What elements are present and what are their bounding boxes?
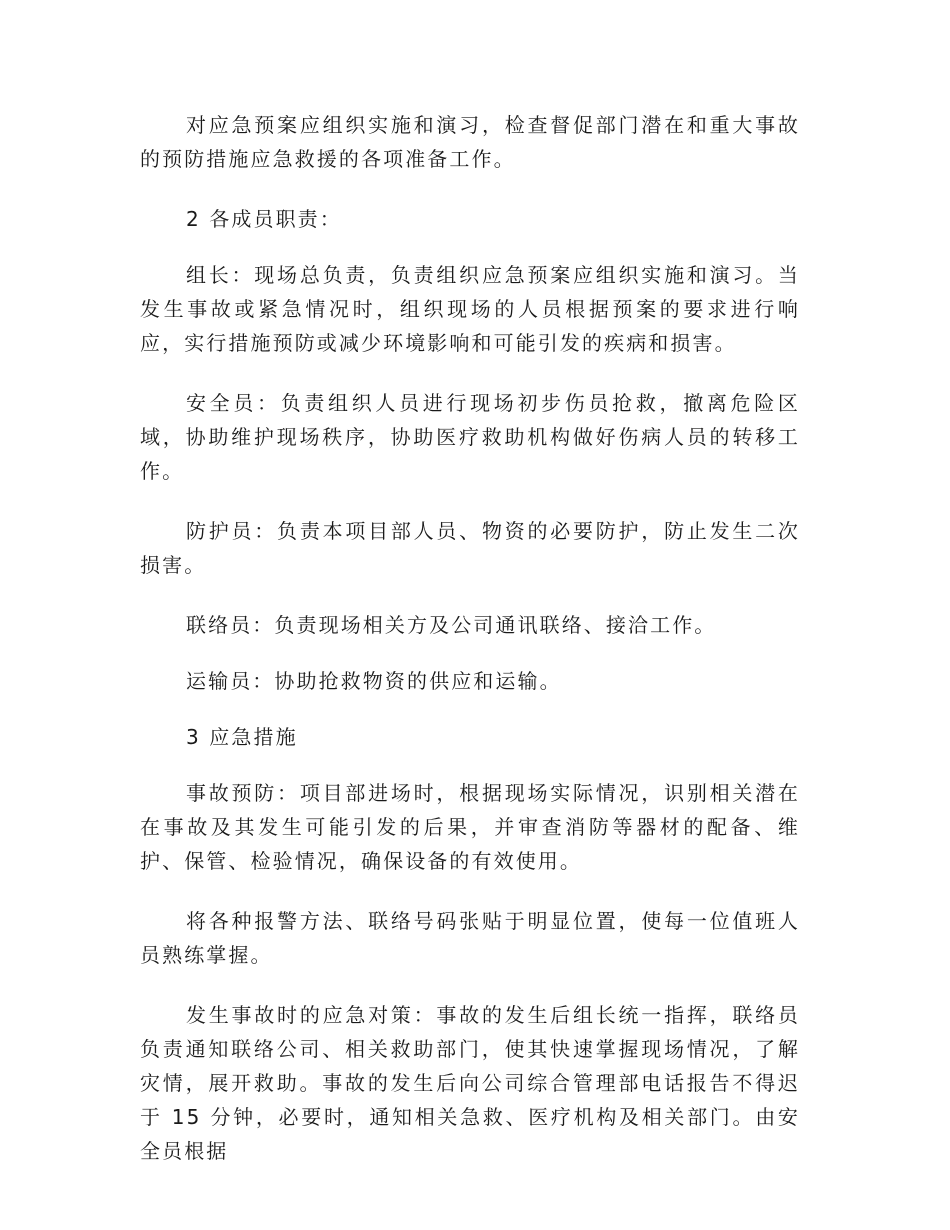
paragraph-liaison-officer: 联络员：负责现场相关方及公司通讯联络、接洽工作。 (186, 613, 717, 637)
paragraph-protection-officer: 防护员：负责本项目部人员、物资的必要防护，防止发生二次损害。 (140, 519, 800, 577)
paragraph-intro: 对应急预案应组织实施和演习，检查督促部门潜在和重大事故的预防措施应急救援的各项准备工作。 (140, 113, 800, 171)
document-page (140, 108, 800, 1194)
paragraph-team-leader: 组长：现场总负责，负责组织应急预案应组织实施和演习。当发生事故或紧急情况时，组织现场的人员根据预案的要求进行响应，实行措施预防或减少环境影响和可能引发的疾病和损害。 (140, 263, 800, 355)
heading-member-duties: 2 各成员职责： (186, 207, 342, 231)
heading-emergency-measures: 3 应急措施 (186, 725, 298, 749)
paragraph-accident-prevention: 事故预防：项目部进场时，根据现场实际情况，识别相关潜在在事故及其发生可能引发的后果，并审查消防等器材的配备、维护、保管、检验情况，确保设备的有效使用。 (140, 781, 800, 873)
paragraph-transport-officer: 运输员：协助抢救物资的供应和运输。 (186, 669, 562, 693)
paragraph-safety-officer: 安全员：负责组织人员进行现场初步伤员抢救，撤离危险区域，协助维护现场秩序，协助医疗救助机构做好伤病人员的转移工作。 (140, 391, 800, 483)
paragraph-emergency-response: 发生事故时的应急对策：事故的发生后组长统一指挥，联络员负责通知联络公司、相关救助部门，使其快速掌握现场情况，了解灾情，展开救助。事故的发生后向公司综合管理部电话报告不得迟于 15 分钟，必要时，通知相关急救、医疗机构及相关部门。由安全员根据 (140, 1003, 800, 1163)
paragraph-alarm-methods: 将各种报警方法、联络号码张贴于明显位置，使每一位值班人员熟练掌握。 (140, 909, 800, 967)
